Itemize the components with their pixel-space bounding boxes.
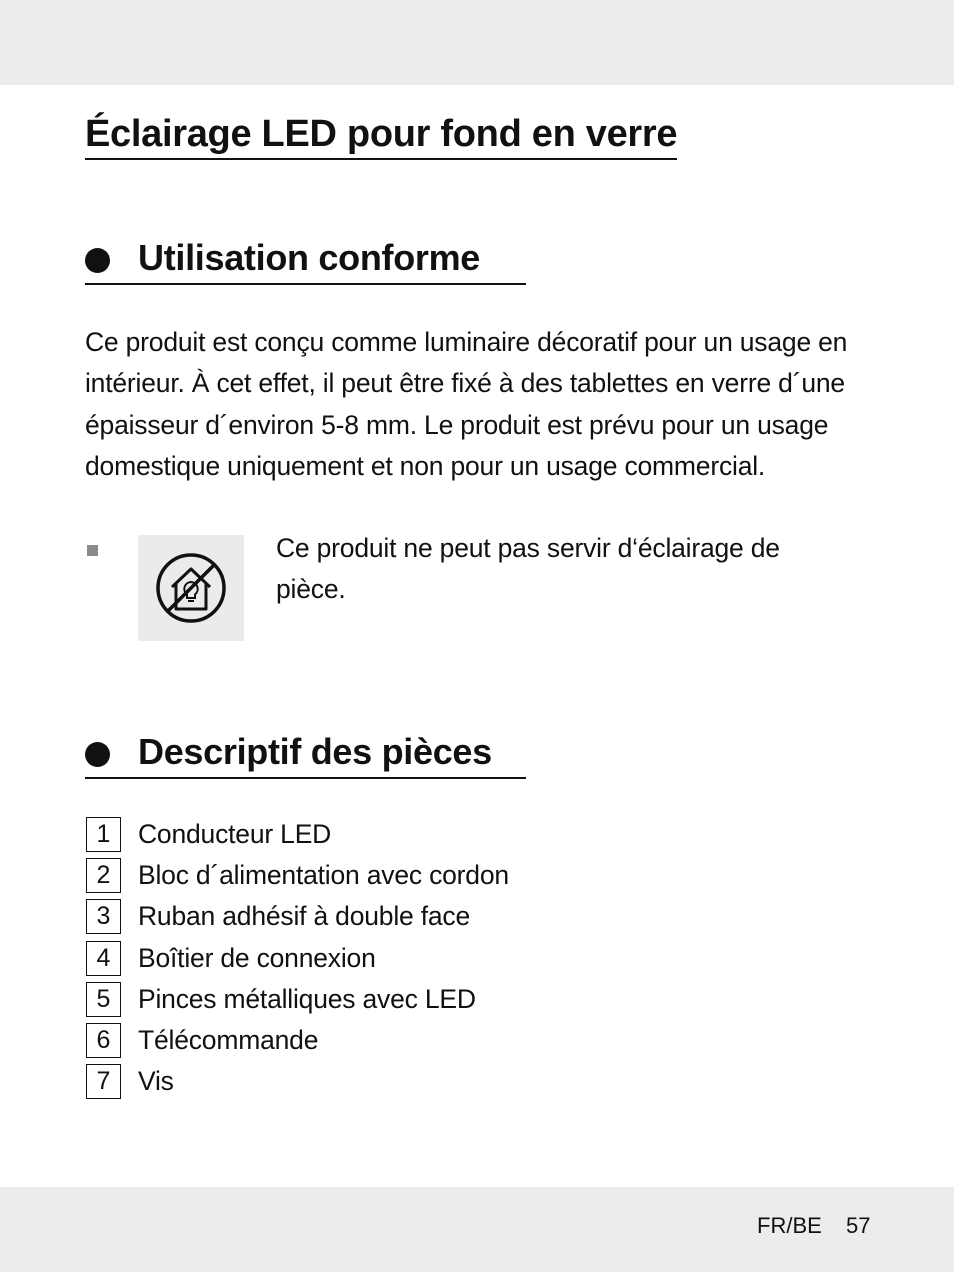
usage-paragraph: Ce produit est conçu comme luminaire décoratif pour un usage en intérieur. À cet effet, il peut être fixé à des tablettes en verre d´une épaisseur d´environ 5-8 mm. Le produit est prévu pour un usage domestique uniquement et non pour un usage commercial. [85,327,848,481]
part-number-box: 7 [86,1064,121,1099]
part-label: Conducteur LED [138,819,332,849]
part-number-box: 1 [86,817,121,852]
part-number-box: 4 [86,941,121,976]
part-number-box: 6 [86,1023,121,1058]
section-heading-parts-text: Descriptif des pièces [138,731,492,772]
heading-bullet [85,248,110,273]
no-room-lighting-icon [138,535,244,641]
section-heading-usage-text: Utilisation conforme [138,237,481,278]
page-number: 57 [846,1213,871,1238]
part-number-box: 3 [86,899,121,934]
footer-language-code: FR/BE [757,1213,822,1238]
part-label: Boîtier de connexion [138,942,376,973]
part-label: Ruban adhésif à double face [138,901,470,932]
part-label: Télécommande [138,1024,319,1055]
heading-bullet [85,742,110,767]
part-label: Vis [138,1066,174,1097]
part-number-box: 2 [86,858,121,893]
top-margin-band [0,0,954,85]
section-heading-usage [85,237,526,285]
note-bullet [87,545,98,556]
part-label: Bloc d´alimentation avec cordon [138,860,509,891]
page-title: Éclairage LED pour fond en verre [85,112,677,160]
section-heading-parts [85,731,526,779]
note-text: Ce produit ne peut pas servir d‘éclairage de pièce. [276,533,780,605]
part-label: Pinces métalliques avec LED [138,983,476,1014]
part-number-box: 5 [86,982,121,1017]
